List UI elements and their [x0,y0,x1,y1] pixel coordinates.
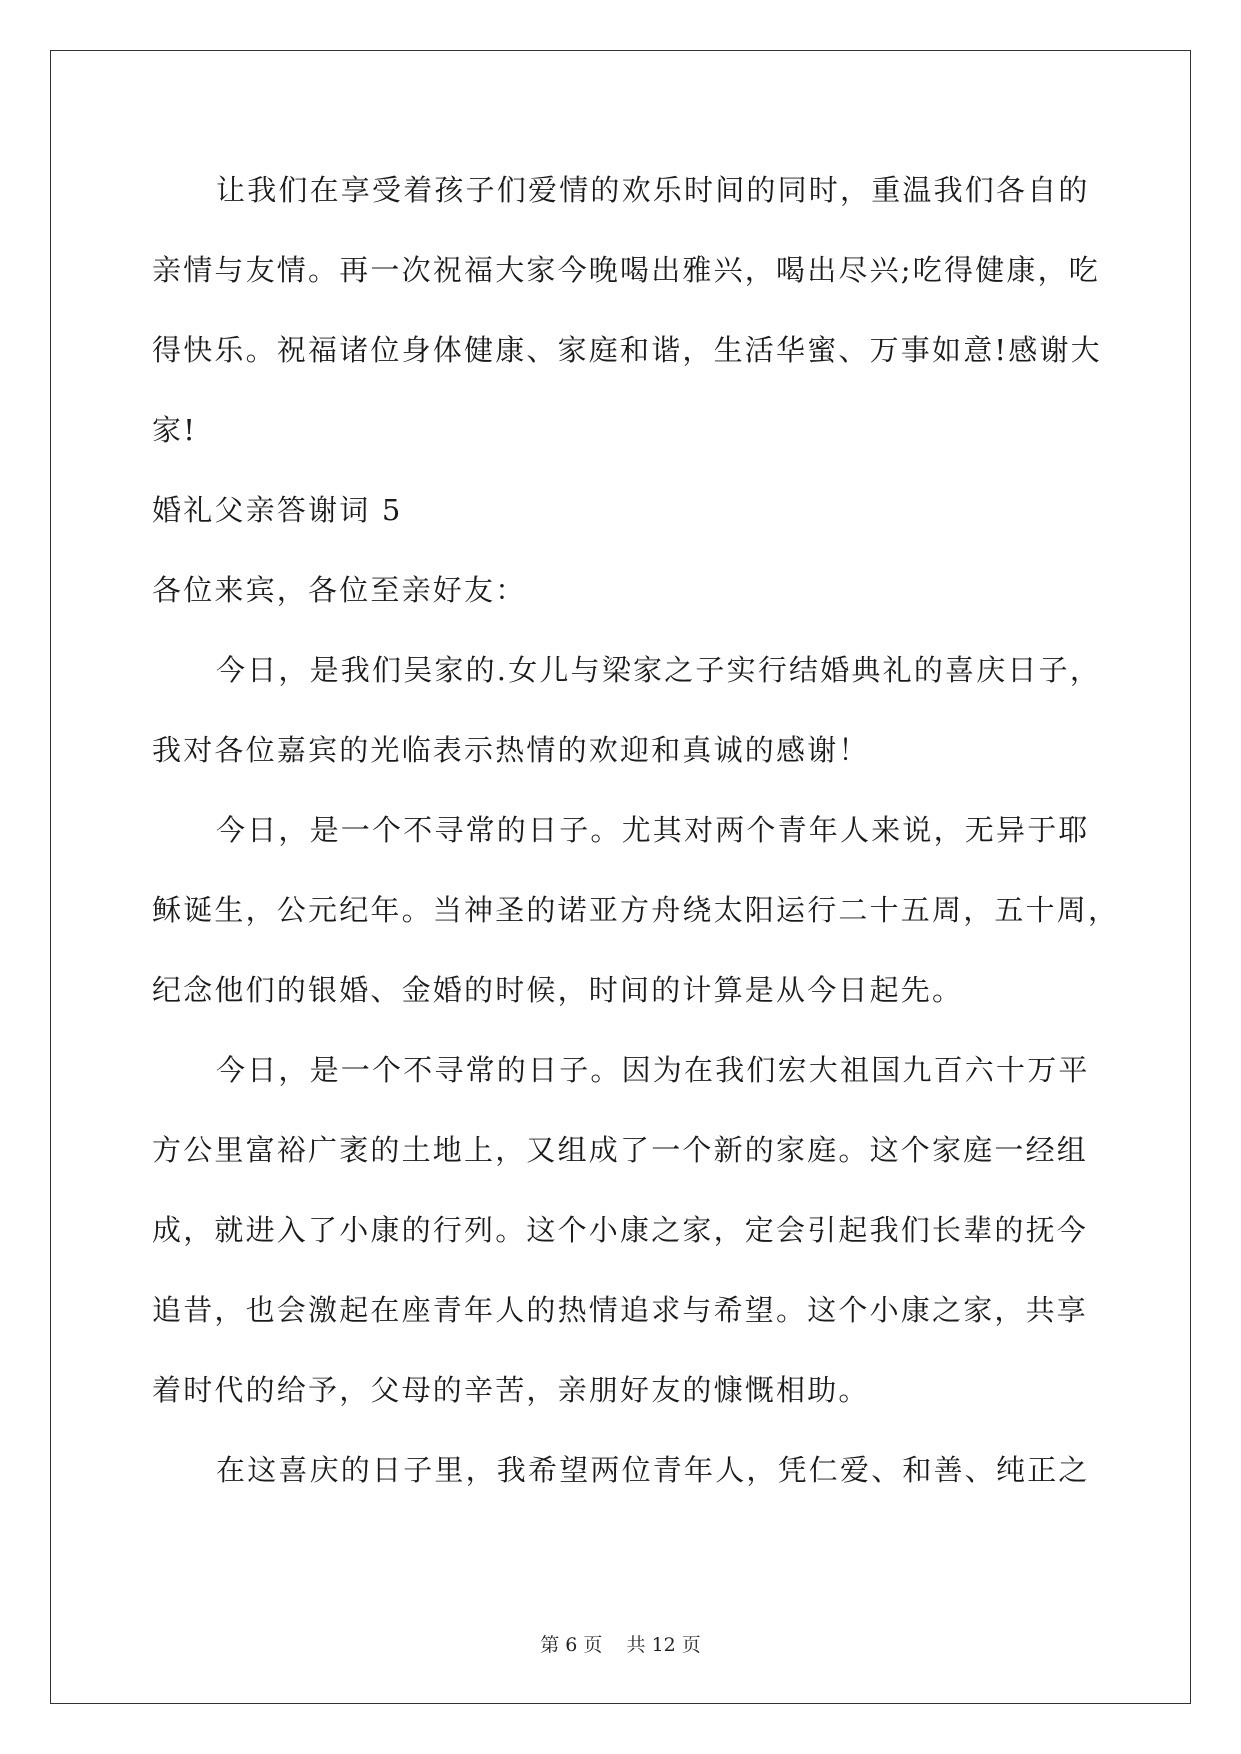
paragraph-line: 方公里富裕广袤的土地上，又组成了一个新的家庭。这个家庭一经组 [152,1133,1089,1167]
paragraph-line: 今日，是一个不寻常的日子。因为在我们宏大祖国九百六十万平 [216,1053,1090,1087]
paragraph-line: 让我们在享受着孩子们爱情的欢乐时间的同时，重温我们各自的 [216,173,1090,207]
paragraph-line: 今日，是一个不寻常的日子。尤其对两个青年人来说，无异于耶 [216,813,1090,847]
section-title: 婚礼父亲答谢词 5 [152,493,403,527]
paragraph-line: 亲情与友情。再一次祝福大家今晚喝出雅兴，喝出尽兴;吃得健康，吃 [152,253,1100,287]
paragraph-line: 在这喜庆的日子里，我希望两位青年人，凭仁爱、和善、纯正之 [216,1453,1090,1487]
page-number-footer: 第 6 页 共 12 页 [540,1634,701,1656]
paragraph-line: 我对各位嘉宾的光临表示热情的欢迎和真诚的感谢！ [152,733,870,767]
salutation: 各位来宾，各位至亲好友： [152,573,527,607]
paragraph-line: 追昔，也会激起在座青年人的热情追求与希望。这个小康之家，共享 [152,1293,1089,1327]
paragraph-line: 得快乐。祝福诸位身体健康、家庭和谐，生活华蜜、万事如意!感谢大 [152,333,1102,367]
paragraph-line: 今日，是我们吴家的.女儿与梁家之子实行结婚典礼的喜庆日子， [216,653,1102,687]
document-body [152,150,1120,1510]
paragraph-line: 家! [152,413,198,447]
paragraph-line: 成，就进入了小康的行列。这个小康之家，定会引起我们长辈的抚今 [152,1213,1089,1247]
paragraph-line: 着时代的给予，父母的辛苦，亲朋好友的慷慨相助。 [152,1373,870,1407]
paragraph-line: 稣诞生，公元纪年。当神圣的诺亚方舟绕太阳运行二十五周，五十周， [152,893,1120,927]
paragraph-line: 纪念他们的银婚、金婚的时候，时间的计算是从今日起先。 [152,973,964,1007]
